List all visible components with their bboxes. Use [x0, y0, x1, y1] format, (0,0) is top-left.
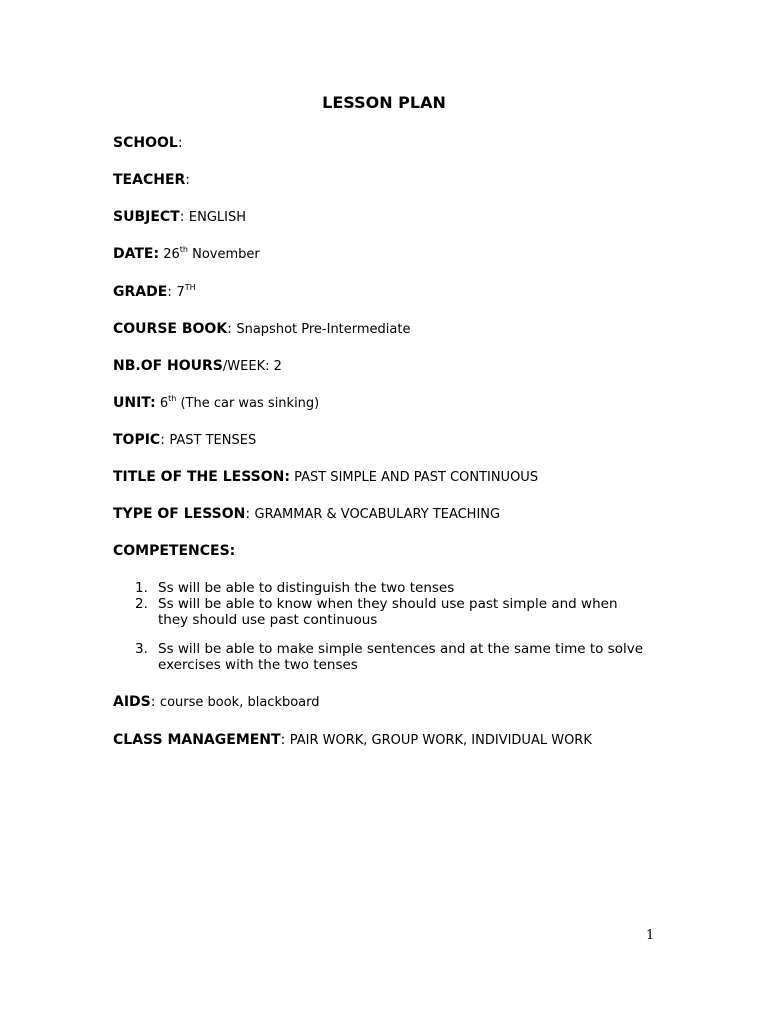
field-value: ENGLISH	[188, 210, 247, 225]
field-label: DATE:	[113, 246, 160, 262]
page-number: 1	[646, 928, 655, 943]
field-value: PAIR WORK, GROUP WORK, INDIVIDUAL WORK	[289, 733, 592, 748]
document-title: LESSON PLAN	[322, 93, 446, 112]
field-label: UNIT:	[113, 395, 156, 411]
field-label: NB.OF HOURS	[113, 358, 223, 374]
field-competences	[113, 542, 673, 560]
field-separator: :	[185, 172, 191, 188]
field-subject	[113, 208, 673, 227]
list-item	[113, 641, 673, 673]
list-item	[113, 596, 673, 628]
field-label: CLASS MANAGEMENT	[113, 732, 281, 748]
competences-list	[113, 580, 673, 673]
field-label: TITLE OF THE LESSON:	[113, 469, 290, 485]
field-label: TYPE OF LESSON	[113, 506, 246, 522]
field-separator: :	[167, 284, 177, 300]
list-item-line: they should use past continuous	[158, 612, 378, 628]
field-label: TOPIC	[113, 432, 161, 448]
field-label: COMPETENCES:	[113, 543, 236, 559]
ordinal-suffix: th	[168, 394, 177, 403]
field-label: SUBJECT	[113, 209, 180, 225]
field-value: 6	[155, 396, 169, 411]
field-school	[113, 134, 673, 152]
list-item-number: 1.	[135, 580, 148, 596]
field-aids	[113, 693, 673, 712]
field-label: AIDS	[113, 694, 151, 710]
list-item-number: 2.	[135, 596, 148, 612]
field-label: SCHOOL	[113, 135, 178, 151]
ordinal-suffix: th	[179, 245, 188, 254]
field-separator: :	[179, 209, 189, 225]
field-value-tail: November	[188, 247, 260, 262]
field-value: 26	[159, 247, 180, 262]
field-class-management	[113, 731, 673, 750]
field-value: PAST TENSES	[169, 433, 257, 448]
list-item-line: exercises with the two tenses	[158, 657, 358, 673]
field-hours	[113, 357, 673, 376]
field-value-tail: (The car was sinking)	[176, 396, 320, 411]
field-value: course book, blackboard	[159, 695, 320, 710]
field-separator: :	[227, 321, 237, 337]
list-item-line: Ss will be able to distinguish the two tenses	[158, 580, 455, 596]
field-label: COURSE BOOK	[113, 321, 228, 337]
field-lesson-type	[113, 505, 673, 524]
field-unit	[113, 394, 673, 413]
field-lesson-title	[113, 468, 673, 487]
field-label: GRADE	[113, 284, 168, 300]
field-grade	[113, 283, 673, 302]
list-item-number: 3.	[135, 641, 148, 657]
field-separator: :	[160, 432, 170, 448]
field-value: /WEEK: 2	[222, 359, 282, 374]
field-separator: :	[280, 732, 290, 748]
field-teacher	[113, 171, 673, 189]
field-separator: :	[177, 135, 183, 151]
list-item	[113, 580, 673, 596]
field-separator: :	[245, 506, 255, 522]
ordinal-suffix: TH	[184, 283, 196, 292]
field-label: TEACHER	[113, 172, 186, 188]
field-value: GRAMMAR & VOCABULARY TEACHING	[254, 507, 501, 522]
field-value: 7	[176, 285, 185, 300]
field-value: PAST SIMPLE AND PAST CONTINUOUS	[289, 470, 539, 485]
list-item-line: Ss will be able to know when they should use past simple and when	[158, 596, 618, 612]
field-course-book	[113, 320, 673, 339]
field-separator: :	[150, 694, 160, 710]
field-value: Snapshot Pre-Intermediate	[236, 322, 411, 337]
field-date	[113, 245, 673, 264]
list-item-line: Ss will be able to make simple sentences and at the same time to solve	[158, 641, 644, 657]
field-topic	[113, 431, 673, 450]
